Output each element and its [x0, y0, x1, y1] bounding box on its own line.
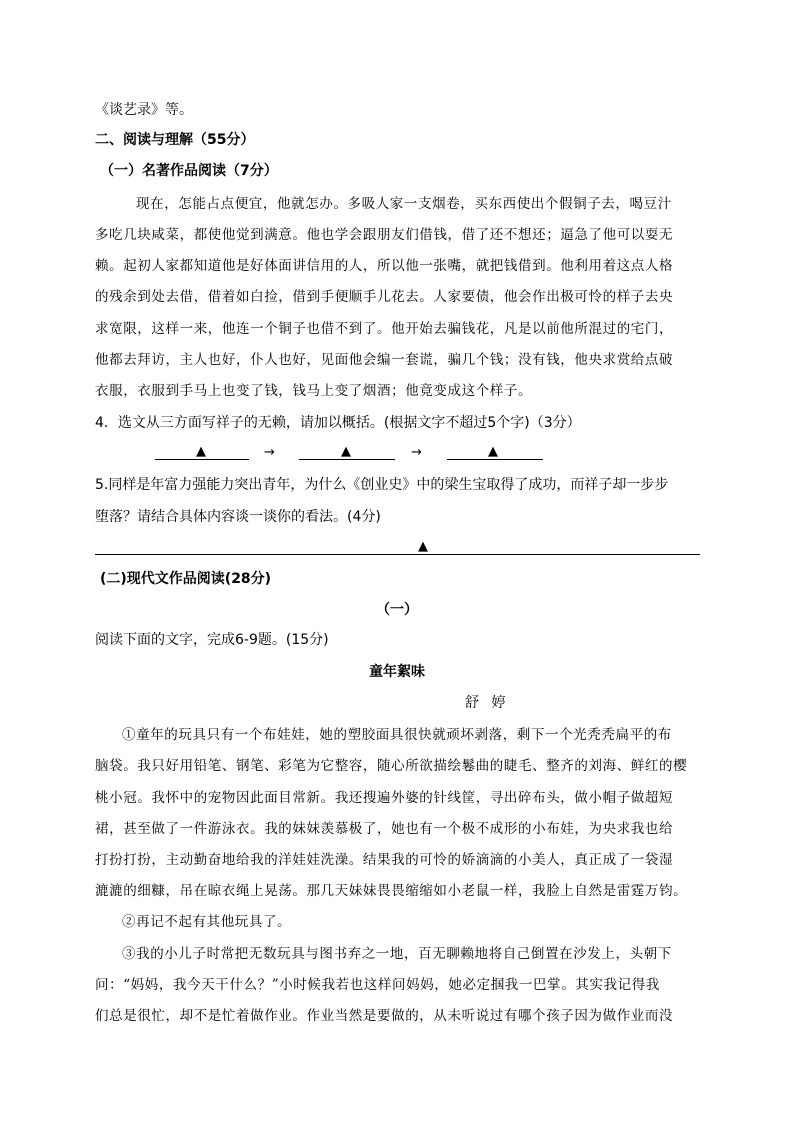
paragraph-3-line: ③我的小儿子时常把无数玩具与图书弃之一地，百无聊赖地将自己倒置在沙发上，头朝下 — [122, 946, 672, 962]
author: 舒 婷 — [465, 695, 510, 711]
answer-marker: ▲ — [488, 444, 498, 459]
passage1-line: 现在，怎能占点便宜，他就怎办。多吸人家一支烟卷，买东西使出个假铜子去，喝豆汁 — [136, 196, 672, 212]
paragraph-1-line: 桃小冠。我怀中的宠物因此面目常新。我还搜遍外婆的针线筐，寻出碎布头，做小帽子做超短 — [95, 790, 674, 806]
paragraph-1-line: 打扮打扮，主动勤奋地给我的洋娃娃洗澡。结果我的可怜的娇滴滴的小美人，真正成了一袋湿 — [95, 852, 674, 868]
paragraph-2: ②再记不起有其他玩具了。 — [122, 914, 292, 930]
part2-title: (二)现代文作品阅读(28分) — [100, 571, 272, 587]
answer-line-q5[interactable] — [95, 554, 700, 555]
paragraph-3-line: 们总是很忙，却不是忙着做作业。作业当然是要做的，从未听说过有哪个孩子因为做作业而没 — [95, 1008, 674, 1024]
answer-marker: ▲ — [418, 539, 428, 554]
instruction: 阅读下面的文字，完成6-9题。(15分) — [95, 632, 329, 648]
arrow-1: → — [264, 445, 275, 460]
paragraph-1-line: ①童年的玩具只有一个布娃娃，她的塑胶面具很快就顽坏剥落，剩下一个光秃秃扁平的布 — [122, 727, 672, 743]
section2-title: 二、阅读与理解（55分） — [95, 132, 255, 148]
passage1-line: 赖。起初人家都知道他是好体面讲信用的人，所以他一张嘴，就把钱借到。他利用着这点人格 — [95, 258, 674, 274]
intro-line: 《谈艺录》等。 — [95, 102, 193, 118]
passage1-line: 多吃几块咸菜，都使他觉到满意。他也学会跟朋友们借钱，借了还不想还；逼急了他可以耍无 — [95, 227, 674, 243]
answer-blank-3[interactable] — [447, 459, 543, 460]
answer-blank-2[interactable] — [299, 459, 395, 460]
passage1-line: 的残余到处去借，借着如白捡，借到手便顺手儿花去。人家要债，他会作出极可怜的样子去央 — [95, 289, 674, 305]
sub-number: （一） — [376, 602, 418, 618]
answer-blank-1[interactable] — [155, 459, 249, 460]
passage1-line: 他都去拜访，主人也好，仆人也好，见面他会编一套谎，骗几个钱；没有钱，他央求赏给点破 — [95, 352, 674, 368]
answer-marker: ▲ — [196, 444, 206, 459]
part1-title: （一）名著作品阅读（7分） — [100, 163, 278, 179]
paragraph-1-line: 漉漉的细糠，吊在晾衣绳上晃荡。那几天妹妹畏畏缩缩如小老鼠一样，我脸上自然是雷霆万钧。 — [95, 883, 688, 899]
paragraph-1-line: 裙，甚至做了一件游泳衣。我的妹妹羡慕极了，她也有一个极不成形的小布娃，为央求我也给 — [95, 821, 674, 837]
passage1-line: 求宽限，这样一来，他连一个铜子也借不到了。他开始去骗钱花，凡是以前他所混过的宅门， — [95, 321, 674, 337]
answer-marker: ▲ — [341, 444, 351, 459]
arrow-2: → — [411, 445, 422, 460]
question-4: 4．选文从三方面写祥子的无赖，请加以概括。(根据文字不超过5个字)（3分） — [95, 415, 581, 431]
passage1-line: 衣服，衣服到手马上也变了钱，钱马上变了烟酒；他竟变成这个样子。 — [95, 383, 533, 399]
question-5-line: 堕落？请结合具体内容谈一谈你的看法。(4分) — [95, 509, 381, 525]
paragraph-1-line: 脑袋。我只好用铅笔、钢笔、彩笔为它整容，随心所欲描绘鬈曲的睫毛、整齐的刘海、鲜红的樱 — [95, 758, 688, 774]
paragraph-3-line: 问：“妈妈，我今天干什么？”小时候我若也这样问妈妈，她必定掴我一巴掌。其实我记得我 — [95, 977, 660, 993]
article-title: 童年絮味 — [369, 664, 425, 680]
question-5-line: 5.同样是年富力强能力突出青年，为什么《创业史》中的梁生宝取得了成功，而祥子却一步步 — [95, 477, 669, 493]
